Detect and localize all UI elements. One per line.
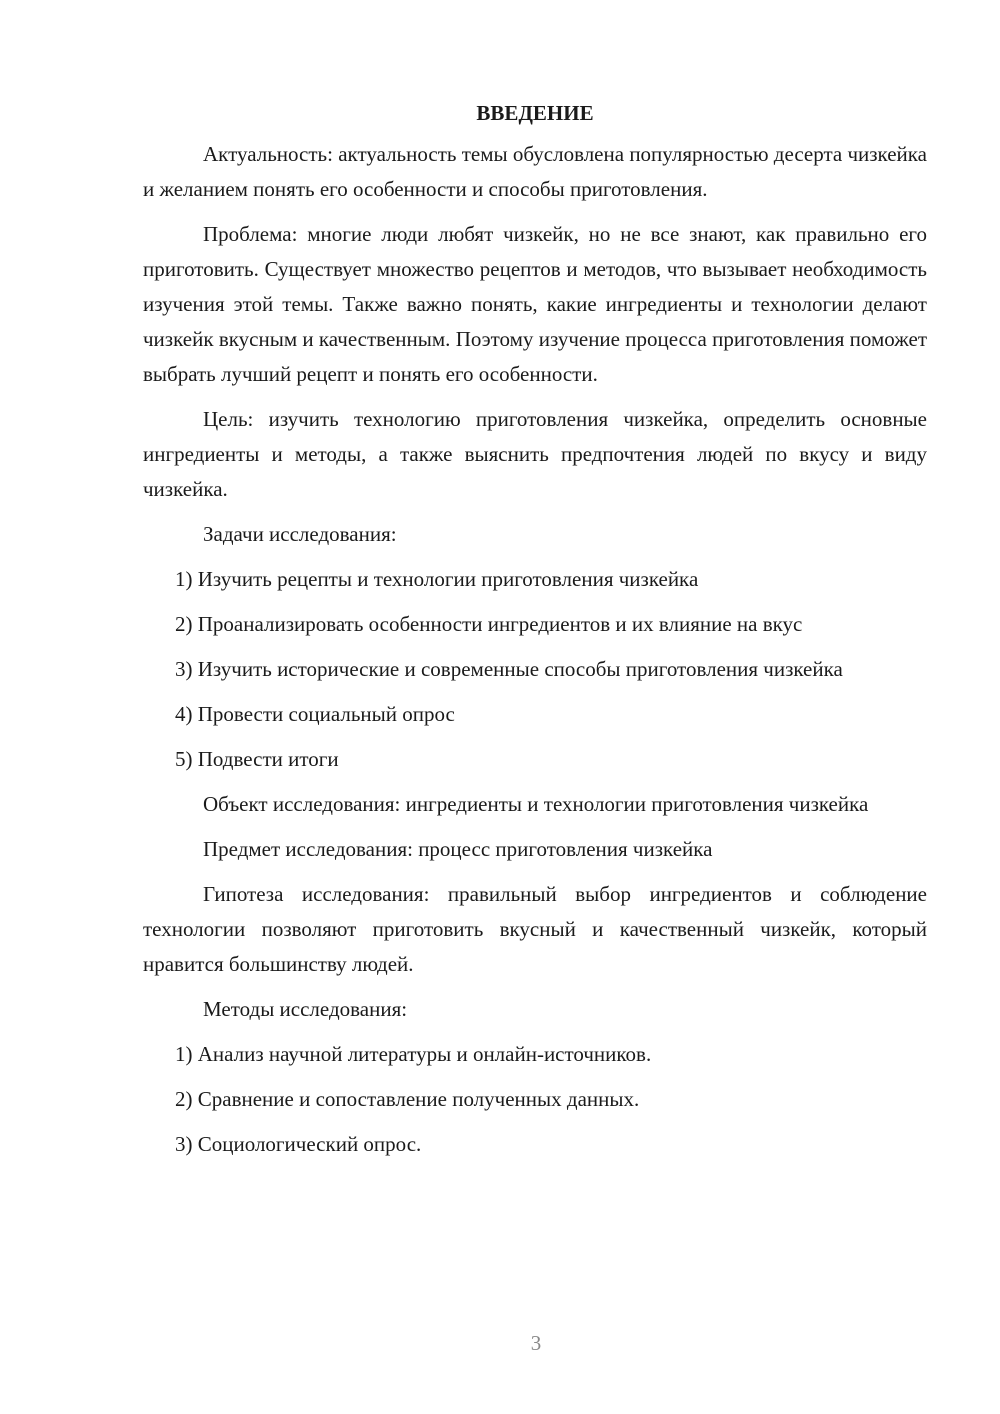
method-item: 1) Анализ научной литературы и онлайн-источников. [175, 1042, 652, 1066]
goal-paragraph: Цель: изучить технологию приготовления чизкейка, определить основные ингредиенты и методы, а также выяснить предпочтения людей по вкусу и виду чизкейка. [143, 407, 927, 501]
task-item: 2) Проанализировать особенности ингредиентов и их влияние на вкус [175, 612, 803, 636]
task-item: 3) Изучить исторические и современные способы приготовления чизкейка [175, 657, 843, 681]
task-item: 1) Изучить рецепты и технологии приготовления чизкейка [175, 567, 699, 591]
problem-paragraph: Проблема: многие люди любят чизкейк, но не все знают, как правильно его приготовить. Существует множество рецептов и методов, что вызывает необходимость изучения этой темы. Также важно понять, какие ингредиенты и технологии делают чизкейк вкусным и качественным. Поэтому изучение процесса приготовления поможет выбрать лучший рецепт и понять его особенности. [143, 222, 927, 386]
subject-paragraph: Предмет исследования: процесс приготовления чизкейка [203, 837, 713, 861]
document-body [143, 96, 927, 1172]
relevance-paragraph: Актуальность: актуальность темы обусловлена популярностью десерта чизкейка и желанием понять его особенности и способы приготовления. [143, 142, 927, 201]
task-item: 5) Подвести итоги [175, 747, 339, 771]
page-number: 3 [530, 1331, 542, 1355]
method-item: 2) Сравнение и сопоставление полученных данных. [175, 1087, 640, 1111]
methods-heading: Методы исследования: [203, 997, 408, 1021]
method-item: 3) Социологический опрос. [175, 1132, 422, 1156]
object-paragraph: Объект исследования: ингредиенты и технологии приготовления чизкейка [203, 792, 869, 816]
task-item: 4) Провести социальный опрос [175, 702, 455, 726]
hypothesis-paragraph: Гипотеза исследования: правильный выбор ингредиентов и соблюдение технологии позволяют приготовить вкусный и качественный чизкейк, который нравится большинству людей. [143, 882, 927, 976]
tasks-heading: Задачи исследования: [203, 522, 397, 546]
page-title: ВВЕДЕНИЕ [476, 101, 594, 125]
